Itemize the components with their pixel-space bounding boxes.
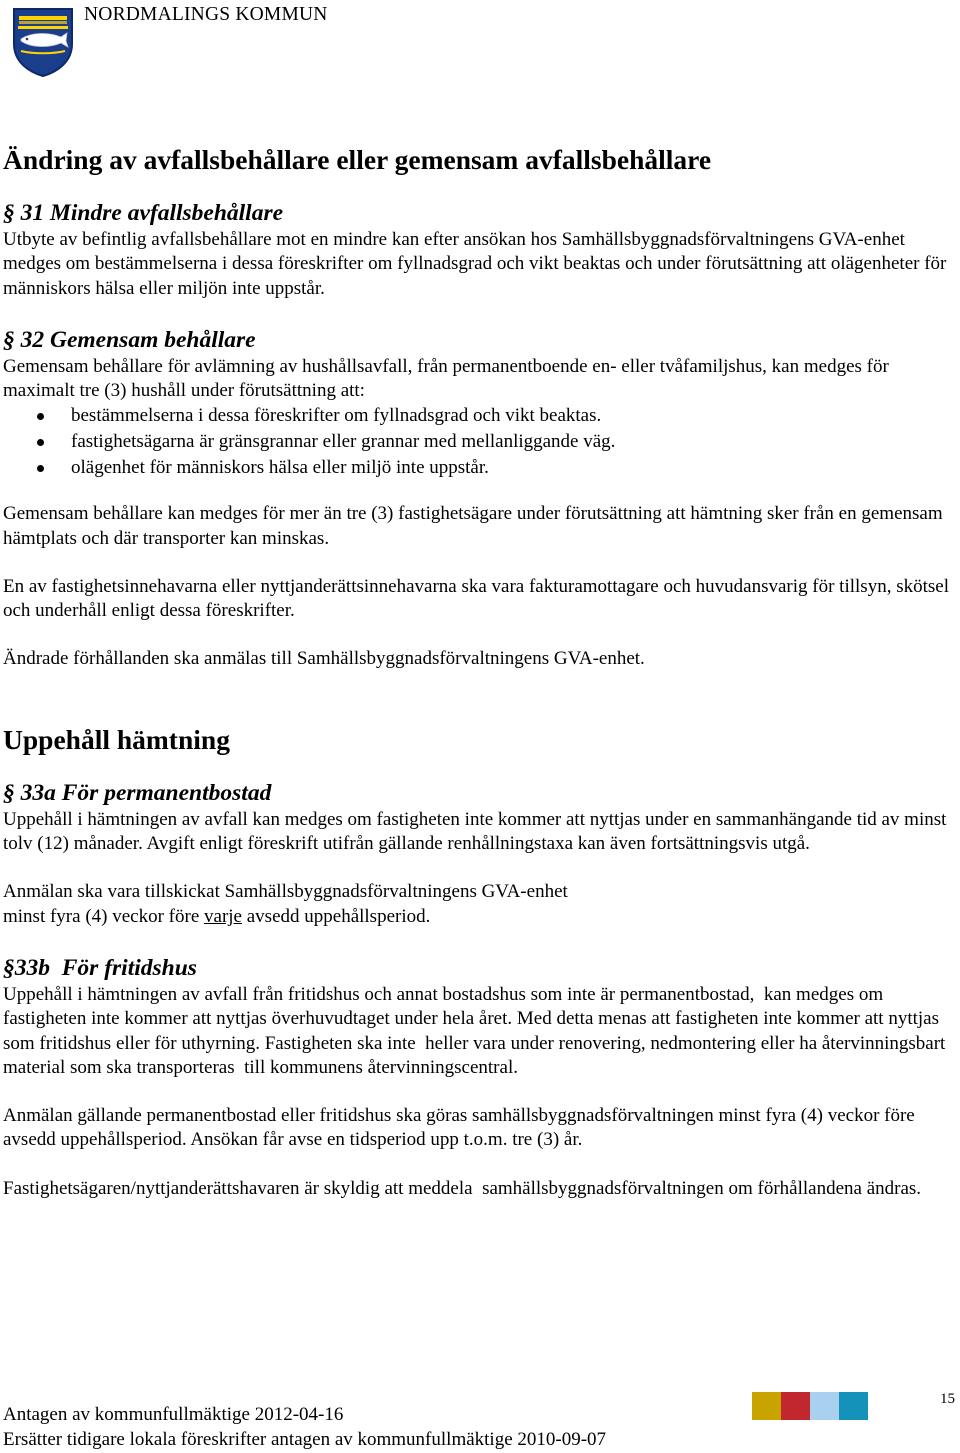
paragraph-32-para4: Ändrade förhållanden ska anmälas till Samhällsbyggnadsförvaltningens GVA-enhet. [3, 648, 645, 670]
color-square-red [781, 1392, 810, 1420]
color-square-yellow [752, 1392, 781, 1420]
page-number: 15 [940, 1391, 955, 1407]
paragraph-32-heading: § 32 Gemensam behållare [3, 326, 256, 353]
footer-color-squares [752, 1392, 868, 1420]
paragraph-31-text: Utbyte av befintlig avfallsbehållare mot en mindre kan efter ansökan hos Samhällsbyggnadsförvaltningens GVA-enhet medges om bestämmelserna i dessa föreskrifter om fyllnadsgrad och vikt beaktas och under förutsättning att olägenheter för människors hälsa eller miljön inte uppstår. [3, 229, 947, 299]
org-name: NORDMALINGS KOMMUN [84, 4, 328, 25]
paragraph-33a-text: Uppehåll i hämtningen av avfall kan medges om fastigheten inte kommer att nyttjas under en sammanhängande tid av minst tolv (12) månader. Avgift enligt föreskrift utifrån gällande renhållningstaxa kan även fortsättningsvis utgå. [3, 808, 947, 855]
paragraph-33b-text: Uppehåll i hämtningen av avfall från fritidshus och annat bostadshus som inte är permanentbostad, kan medges om fastigheten inte kommer att nyttjas överhuvudtaget under hela året. Med detta menas att fastigheten inte kommer att nyttjas som fritidshus eller för uthyrning. Fastigheten ska inte heller vara under renovering, nedmontering eller ha återvinningsbart material som ska transporteras till kommunens återvinningscentral. [3, 983, 951, 1078]
list-item: fastighetsägarna är gränsgrannar eller grannar med mellanliggande väg. [3, 429, 958, 455]
paragraph-32-para2: Gemensam behållare kan medges för mer än tre (3) fastighetsägare under förutsättning att hämtning sker från en gemensam hämtplats och där transporter kan minskas. [3, 503, 943, 549]
list-item: bestämmelserna i dessa föreskrifter om fyllnadsgrad och vikt beaktas. [3, 403, 958, 429]
footer-replaces: Ersätter tidigare lokala föreskrifter antagen av kommunfullmäktige 2010-09-07 [3, 1428, 607, 1450]
notice-line-2-end: avsedd uppehållsperiod. [242, 905, 431, 927]
paragraph-32-para3: En av fastighetsinnehavarna eller nyttjanderättsinnehavarna ska vara fakturamottagare och huvudansvarig för tillsyn, skötsel och underhåll enligt dessa föreskrifter. [3, 575, 949, 622]
section-title-container-change: Ändring av avfallsbehållare eller gemensam avfallsbehållare [3, 144, 712, 175]
paragraph-33b-heading: §33b För fritidshus [3, 954, 197, 981]
paragraph-33a-heading: § 33a För permanentbostad [3, 779, 272, 806]
document-body [3, 140, 958, 1201]
color-square-light-blue [810, 1392, 839, 1420]
section-title-pause-collection: Uppehåll hämtning [3, 723, 230, 755]
notice-emphasis-every: varje [204, 905, 242, 927]
paragraph-31-heading: § 31 Mindre avfallsbehållare [3, 200, 284, 226]
notice-line-1: Anmälan ska vara tillskickat Samhällsbyggnadsförvaltningens GVA-enhet [3, 881, 568, 903]
footer-adopted: Antagen av kommunfullmäktige 2012-04-16 [3, 1404, 344, 1425]
color-square-teal [839, 1392, 868, 1420]
paragraph-33b-para3: Fastighetsägaren/nyttjanderättshavaren är skyldig att meddela samhällsbyggnadsförvaltningen om förhållandena ändras. [3, 1177, 922, 1199]
coat-of-arms-icon [11, 6, 75, 78]
footer-notes [3, 1403, 606, 1452]
notice-line-2-start: minst fyra (4) veckor före [3, 905, 205, 927]
list-item: olägenhet för människors hälsa eller miljö inte uppstår. [3, 455, 958, 481]
paragraph-33a-notice [3, 880, 958, 929]
paragraph-33b-para2: Anmälan gällande permanentbostad eller fritidshus ska göras samhällsbyggnadsförvaltningen minst fyra (4) veckor före avsedd uppehållsperiod. Ansökan får avse en tidsperiod upp t.o.m. tre (3) år. [3, 1105, 915, 1151]
paragraph-32-intro: Gemensam behållare för avlämning av hushållsavfall, från permanentboende en- eller tvåfamiljshus, kan medges för maximalt tre (3) hushåll under förutsättning att: [3, 355, 889, 402]
paragraph-32-conditions [3, 403, 958, 480]
